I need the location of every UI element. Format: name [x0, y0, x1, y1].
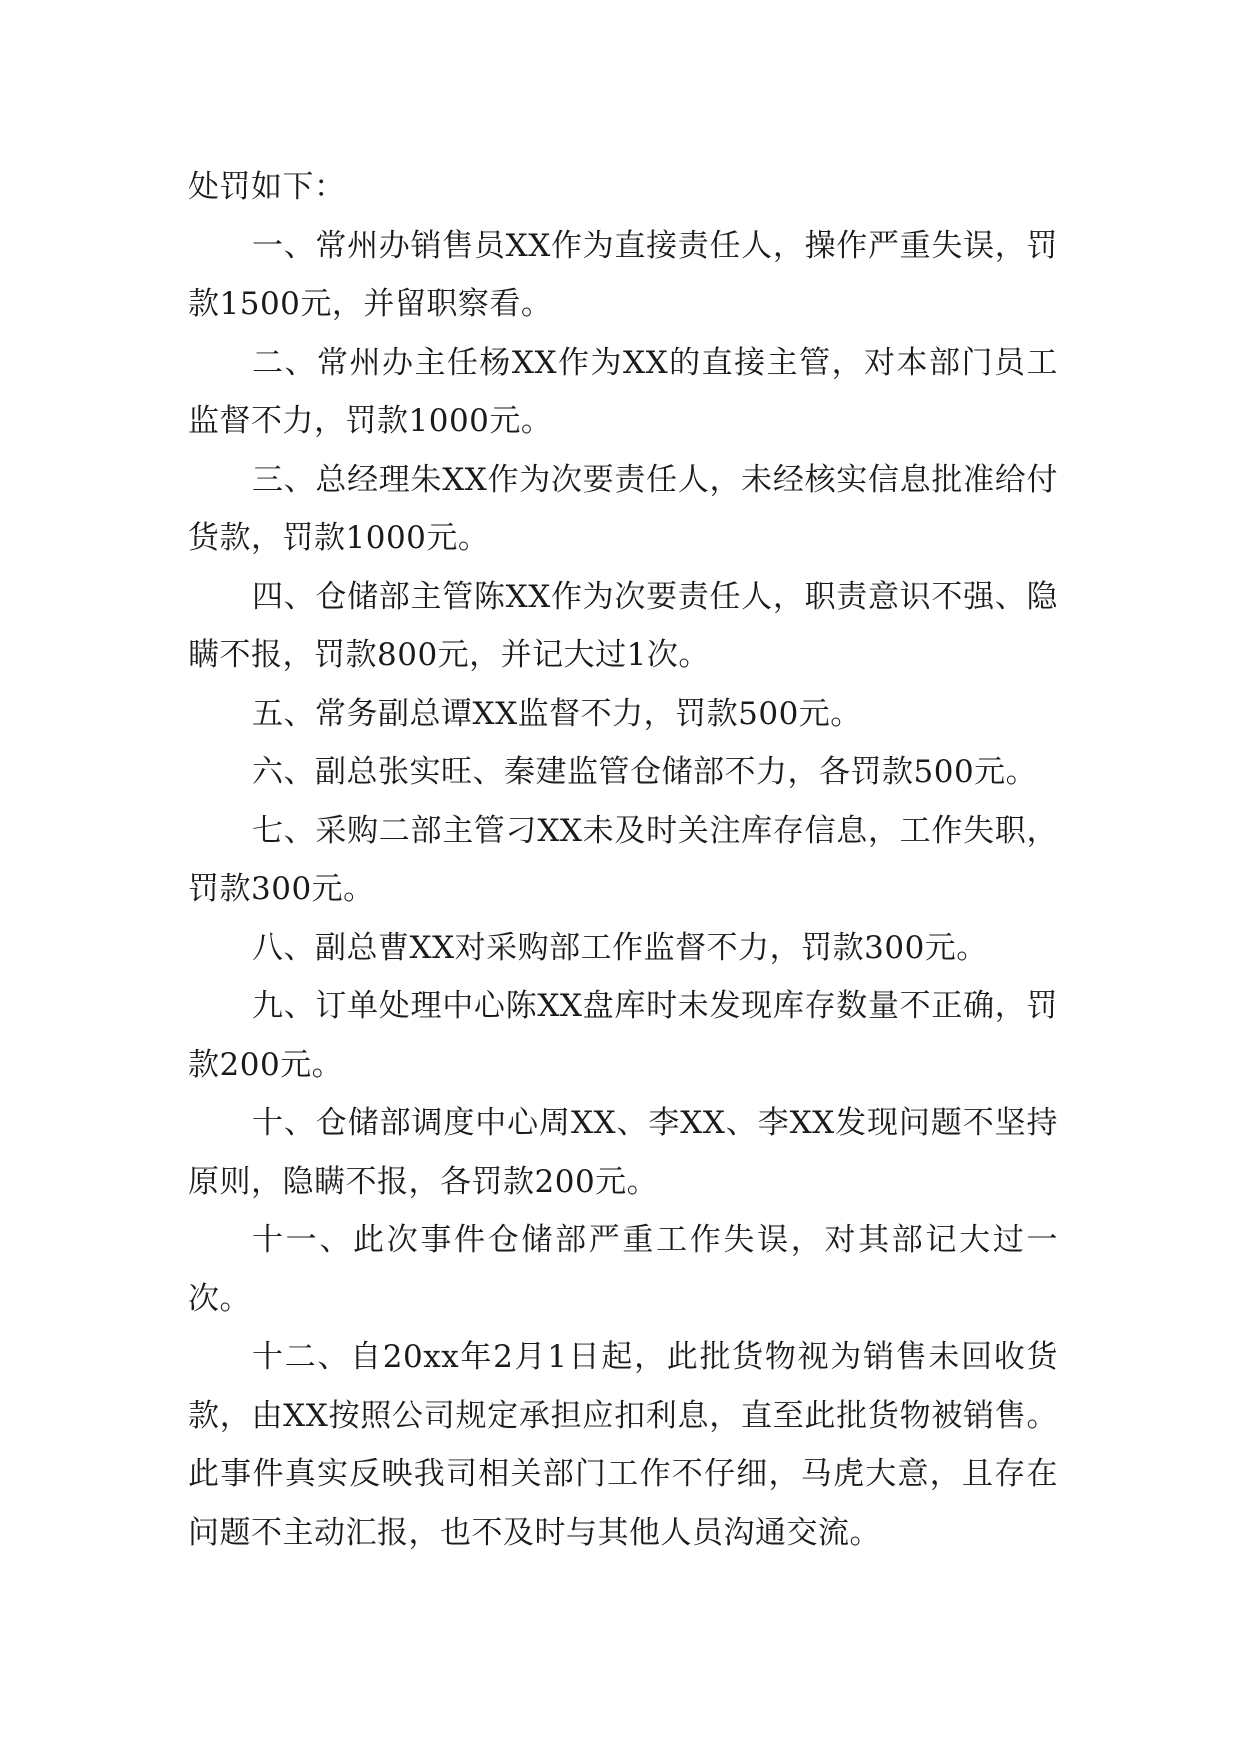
- penalty-item-8: 八、副总曹XX对采购部工作监督不力，罚款300元。: [252, 929, 988, 966]
- penalty-item-6: 六、副总张实旺、秦建监管仓储部不力，各罚款500元。: [252, 754, 1038, 790]
- penalty-item-5: 五、常务副总谭XX监督不力，罚款500元。: [252, 695, 862, 732]
- penalty-item-2: 二、常州办主任杨XX作为XX的直接主管，对本部门员工监督不力，罚款1000元。: [188, 344, 1058, 439]
- penalty-item-10: 十、仓储部调度中心周XX、李XX、李XX发现问题不坚持原则，隐瞒不报，各罚款200元。: [188, 1105, 1058, 1200]
- penalty-intro: 处罚如下：: [188, 169, 346, 205]
- penalty-item-7: 七、采购二部主管刁XX未及时关注库存信息，工作失职，罚款300元。: [188, 812, 1058, 907]
- penalty-item-1: 一、常州办销售员XX作为直接责任人，操作严重失误，罚款1500元，并留职察看。: [188, 227, 1058, 322]
- penalty-item-11: 十一、此次事件仓储部严重工作失误，对其部记大过一次。: [188, 1222, 1058, 1317]
- penalty-item-4: 四、仓储部主管陈XX作为次要责任人，职责意识不强、隐瞒不报，罚款800元，并记大过1次。: [188, 578, 1058, 673]
- document-body: [188, 158, 1058, 1562]
- penalty-item-3: 三、总经理朱XX作为次要责任人，未经核实信息批准给付货款，罚款1000元。: [188, 461, 1058, 556]
- penalty-item-12: 十二、自20xx年2月1日起，此批货物视为销售未回收货款，由XX按照公司规定承担应扣利息，直至此批货物被销售。此事件真实反映我司相关部门工作不仔细，马虎大意，且存在问题不主动汇报，也不及时与其他人员沟通交流。: [188, 1339, 1058, 1551]
- penalty-item-9: 九、订单处理中心陈XX盘库时未发现库存数量不正确，罚款200元。: [188, 988, 1058, 1083]
